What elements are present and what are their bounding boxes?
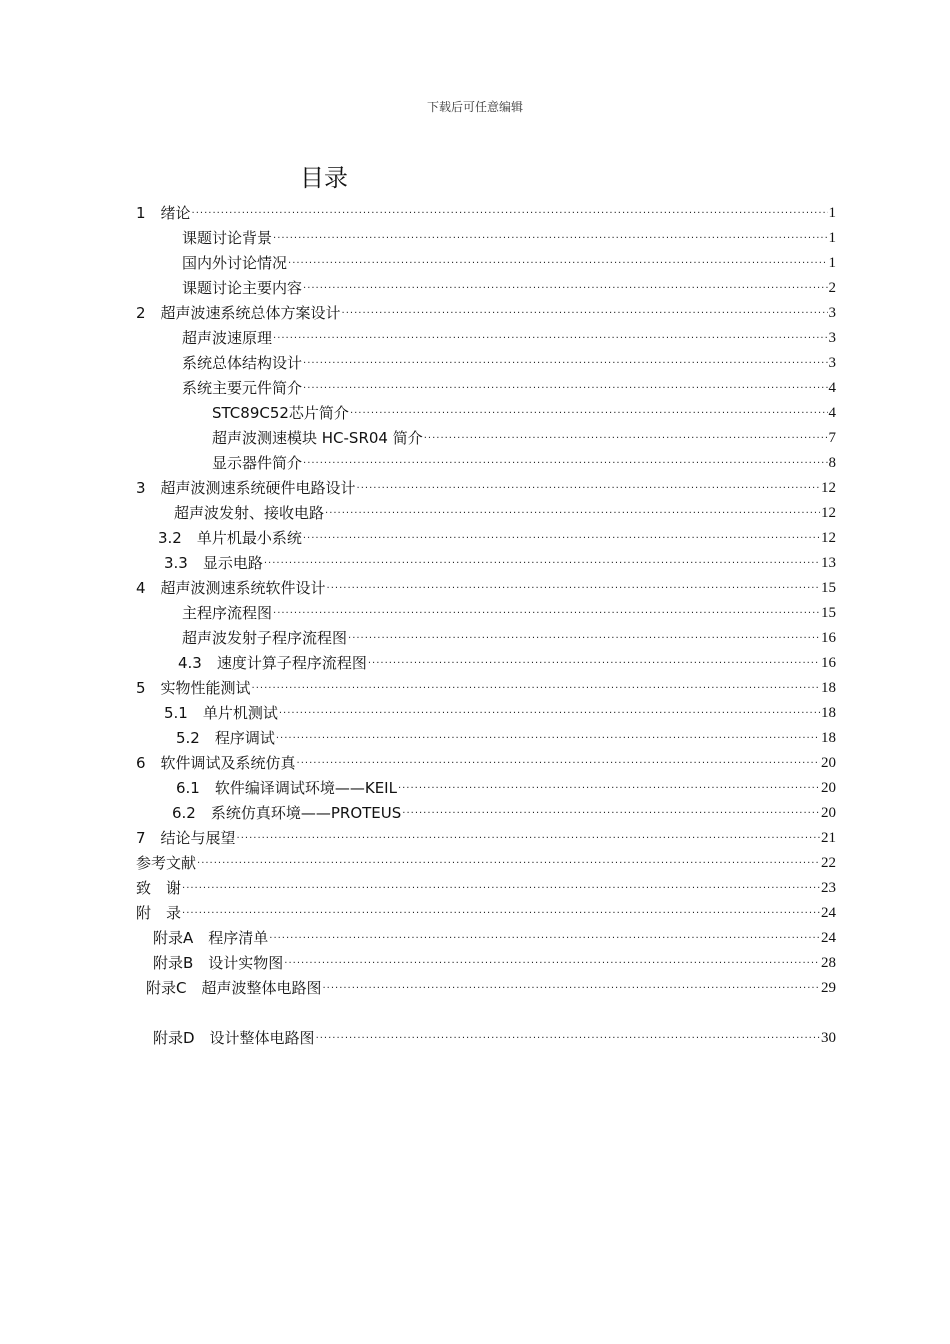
toc-leader-dots	[197, 855, 820, 873]
toc-leader-dots	[322, 980, 820, 998]
toc-leader-dots	[342, 305, 828, 323]
toc-entry-chapter-1[interactable]	[136, 198, 836, 223]
toc-entry-label: 6 软件调试及系统仿真	[136, 754, 296, 772]
toc-entry-page: 18	[821, 730, 836, 746]
toc-leader-dots	[368, 655, 820, 673]
toc-entry-page: 3	[828, 330, 836, 346]
toc-entry-chapter-7[interactable]	[136, 823, 836, 848]
toc-leader-dots	[273, 605, 820, 623]
toc-leader-dots	[252, 680, 820, 698]
toc-leader-dots	[182, 905, 820, 923]
toc-entry-page: 1	[828, 230, 836, 246]
toc-entry-label: 7 结论与展望	[136, 829, 236, 847]
toc-entry-label: 附录D 设计整体电路图	[153, 1029, 315, 1047]
toc-entry-page: 23	[821, 880, 836, 896]
toc-entry-label: STC89C52芯片简介	[212, 404, 349, 422]
toc-entry-page: 21	[821, 830, 836, 846]
toc-entry-label: 3 超声波测速系统硬件电路设计	[136, 479, 356, 497]
toc-leader-dots	[316, 1030, 820, 1048]
toc-entry-label: 超声波速原理	[182, 329, 273, 347]
toc-leader-dots	[273, 230, 827, 248]
toc-entry-page: 18	[821, 680, 836, 696]
toc-entry-label: 参考文献	[136, 854, 197, 872]
toc-entry-page: 20	[821, 755, 836, 771]
toc-entry-page: 1	[828, 205, 836, 221]
toc-leader-dots	[273, 330, 827, 348]
toc-leader-dots	[348, 630, 820, 648]
toc-entry-page: 3	[828, 355, 836, 371]
toc-entry-page: 20	[821, 780, 836, 796]
toc-entry[interactable]	[158, 523, 836, 548]
toc-leader-dots	[327, 580, 820, 598]
toc-entry[interactable]	[178, 648, 836, 673]
toc-entry-label: 2 超声波速系统总体方案设计	[136, 304, 341, 322]
toc-entry[interactable]	[182, 373, 836, 398]
toc-entry-label: 附录A 程序清单	[153, 929, 269, 947]
toc-leader-dots	[297, 755, 820, 773]
toc-entry[interactable]	[182, 323, 836, 348]
toc-entry-label: 3.2 单片机最小系统	[158, 529, 302, 547]
toc-entry-page: 18	[821, 705, 836, 721]
toc-entry-page: 30	[821, 1030, 836, 1046]
toc-entry-label: 4.3 速度计算子程序流程图	[178, 654, 367, 672]
toc-entry[interactable]	[174, 498, 836, 523]
toc-entry-label: 附录B 设计实物图	[153, 954, 284, 972]
toc-entry-chapter-4[interactable]	[136, 573, 836, 598]
toc-entry[interactable]	[164, 548, 836, 573]
toc-entry-page: 3	[828, 305, 836, 321]
toc-entry[interactable]	[212, 398, 836, 423]
toc-entry[interactable]	[182, 273, 836, 298]
toc-entry[interactable]	[172, 798, 836, 823]
toc-leader-dots	[284, 955, 820, 973]
toc-entry-page: 12	[821, 480, 836, 496]
toc-entry[interactable]	[153, 948, 836, 973]
toc-entry[interactable]	[182, 223, 836, 248]
toc-entry-page: 29	[821, 980, 836, 996]
toc-entry-page: 12	[821, 530, 836, 546]
toc-entry[interactable]	[182, 598, 836, 623]
toc-entry[interactable]	[153, 923, 836, 948]
toc-leader-dots	[350, 405, 828, 423]
toc-leader-dots	[269, 930, 820, 948]
toc-title: 目录	[300, 164, 348, 192]
toc-leader-dots	[276, 730, 820, 748]
toc-entry-page: 24	[821, 930, 836, 946]
toc-entry-label: 课题讨论背景	[182, 229, 273, 247]
toc-entry-label: 超声波发射子程序流程图	[182, 629, 348, 647]
toc-leader-dots	[303, 455, 827, 473]
toc-entry-page: 7	[828, 430, 836, 446]
toc-entry-page: 28	[821, 955, 836, 971]
toc-entry-label: 5.2 程序调试	[176, 729, 275, 747]
toc-entry-chapter-6[interactable]	[136, 748, 836, 773]
toc-entry-label: 4 超声波测速系统软件设计	[136, 579, 326, 597]
toc-entry-label: 5 实物性能测试	[136, 679, 251, 697]
toc-leader-dots	[264, 555, 820, 573]
toc-entry-page: 15	[821, 605, 836, 621]
toc-entry-label: 致 谢	[136, 879, 182, 897]
toc-leader-dots	[303, 355, 827, 373]
toc-leader-dots	[279, 705, 820, 723]
toc-entry-page: 20	[821, 805, 836, 821]
toc-leader-dots	[325, 505, 820, 523]
toc-entry[interactable]	[182, 348, 836, 373]
toc-entry-acknowledgements[interactable]	[136, 873, 836, 898]
toc-entry-page: 4	[828, 405, 836, 421]
toc-entry-page: 13	[821, 555, 836, 571]
toc-entry-page: 1	[828, 255, 836, 271]
toc-entry-page: 16	[821, 655, 836, 671]
toc-entry-chapter-2[interactable]	[136, 298, 836, 323]
toc-entry[interactable]	[176, 773, 836, 798]
toc-leader-dots	[357, 480, 820, 498]
toc-entry-label: 6.2 系统仿真环境——PROTEUS	[172, 804, 402, 822]
toc-entry-label: 3.3 显示电路	[164, 554, 263, 572]
toc-leader-dots	[237, 830, 820, 848]
toc-leader-dots	[303, 380, 827, 398]
toc-entry[interactable]	[182, 248, 836, 273]
toc-entry[interactable]	[176, 723, 836, 748]
toc-entry-chapter-5[interactable]	[136, 673, 836, 698]
toc-entry-label: 课题讨论主要内容	[182, 279, 303, 297]
toc-entry[interactable]	[164, 698, 836, 723]
toc-entry-chapter-3[interactable]	[136, 473, 836, 498]
toc-leader-dots	[303, 280, 827, 298]
toc-entry-page: 15	[821, 580, 836, 596]
toc-entry-references[interactable]	[136, 848, 836, 873]
toc-leader-dots	[402, 805, 820, 823]
toc-leader-dots	[192, 205, 828, 223]
toc-entry-page: 8	[828, 455, 836, 471]
toc-entry-label: 5.1 单片机测试	[164, 704, 278, 722]
toc-leader-dots	[398, 780, 820, 798]
toc-entry-page: 16	[821, 630, 836, 646]
toc-entry-label: 附 录	[136, 904, 182, 922]
toc-leader-dots	[182, 880, 820, 898]
toc-entry-label: 系统主要元件简介	[182, 379, 303, 397]
toc-entry-label: 附录C 超声波整体电路图	[146, 979, 322, 997]
toc-entry-page: 12	[821, 505, 836, 521]
toc-entry[interactable]	[182, 623, 836, 648]
toc-entry-page: 24	[821, 905, 836, 921]
toc-entry-page: 22	[821, 855, 836, 871]
toc-entry[interactable]	[146, 973, 836, 998]
toc-leader-dots	[288, 255, 827, 273]
toc-entry[interactable]	[212, 448, 836, 473]
toc-entry-appendix[interactable]	[136, 898, 836, 923]
toc-entry-label: 主程序流程图	[182, 604, 273, 622]
toc-entry-label: 1 绪论	[136, 204, 191, 222]
toc-entry-page: 2	[828, 280, 836, 296]
toc-leader-dots	[303, 530, 820, 548]
toc-entry-label: 国内外讨论情况	[182, 254, 288, 272]
toc-entry-label: 超声波测速模块 HC-SR04 简介	[212, 429, 423, 447]
toc-entry-label: 系统总体结构设计	[182, 354, 303, 372]
toc-entry-label: 6.1 软件编译调试环境——KEIL	[176, 779, 397, 797]
toc-entry[interactable]	[212, 423, 836, 448]
toc-entry[interactable]	[153, 1023, 836, 1048]
toc-leader-dots	[424, 430, 828, 448]
toc-entry-page: 4	[828, 380, 836, 396]
toc-entry-label: 超声波发射、接收电路	[174, 504, 325, 522]
toc-entry-label: 显示器件简介	[212, 454, 303, 472]
header-note: 下载后可任意编辑	[426, 100, 523, 114]
